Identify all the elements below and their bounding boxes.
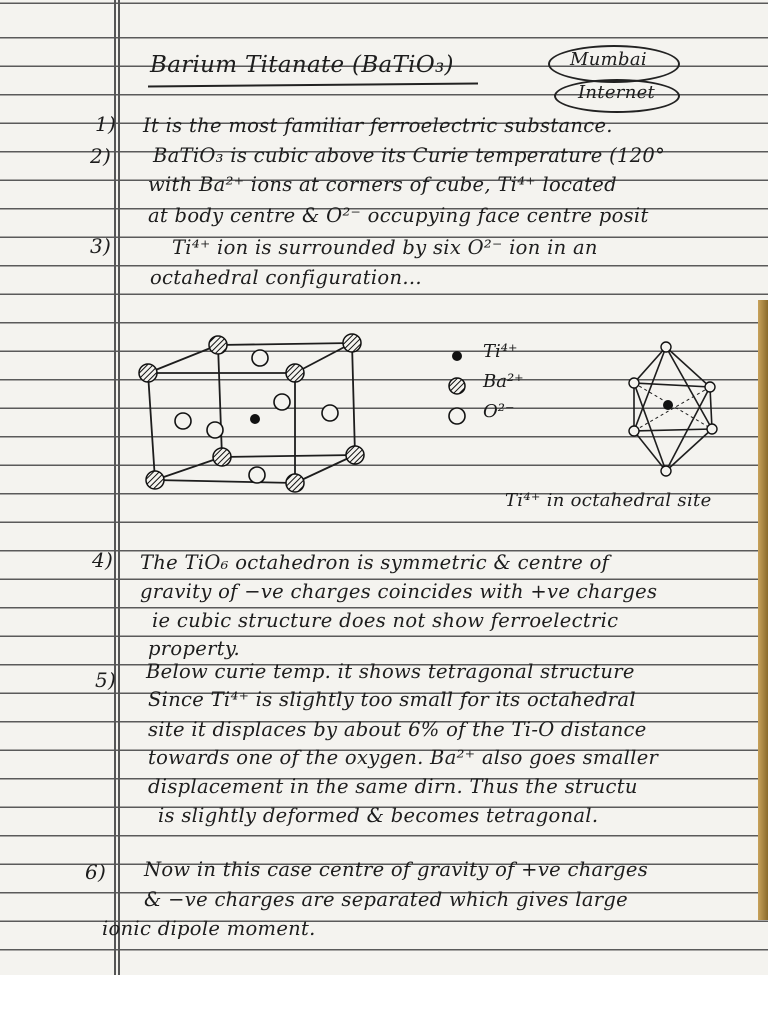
margin-line-inner [118, 0, 120, 975]
point-5-line-4: towards one of the oxygen. Ba²⁺ also goes smaller [148, 746, 659, 769]
point-5-line-6: is slightly deformed & becomes tetragonal. [158, 804, 599, 827]
ti-center-ion [250, 414, 260, 424]
cubic-unit-cell-diagram [130, 325, 380, 505]
legend-o: O²⁻ [445, 403, 565, 429]
open-circle-icon [445, 403, 475, 429]
filled-dot-icon [445, 343, 475, 369]
hatched-circle-icon [445, 373, 475, 399]
point-6-number: 6) [85, 860, 107, 884]
title-underline [148, 83, 478, 88]
point-4-line-1: The TiO₆ octahedron is symmetric & centre of [140, 551, 610, 574]
point-5-line-1: Below curie temp. it shows tetragonal structure [146, 660, 635, 683]
point-4-number: 4) [92, 548, 114, 572]
point-3-line-1: Ti⁴⁺ ion is surrounded by six O²⁻ ion in an [172, 236, 598, 259]
point-5-line-2: Since Ti⁴⁺ is slightly too small for its octahedral [148, 688, 636, 711]
page-edge-shadow [758, 300, 768, 920]
point-3-number: 3) [90, 234, 112, 258]
point-2-line-1: BaTiO₃ is cubic above its Curie temperature (120° [153, 144, 666, 167]
legend-ba: Ba²⁺ [445, 373, 565, 399]
source-mumbai: Mumbai [570, 49, 647, 70]
legend-ti: Ti⁴⁺ [445, 343, 565, 369]
source-note [548, 45, 680, 111]
point-5-number: 5) [95, 668, 117, 692]
point-6-line-1: Now in this case centre of gravity of +ve charges [144, 858, 649, 881]
point-2-line-2: with Ba²⁺ ions at corners of cube, Ti⁴⁺ located [148, 173, 617, 196]
point-1-line-1: It is the most familiar ferroelectric substance. [143, 114, 613, 137]
point-4-line-3: ie cubic structure does not show ferroelectric [152, 609, 619, 632]
source-internet: Internet [578, 82, 656, 103]
point-2-line-3: at body centre & O²⁻ occupying face centre posit [148, 204, 649, 227]
octahedron-caption: Ti⁴⁺ in octahedral site [505, 490, 712, 511]
point-1-number: 1) [95, 112, 117, 136]
background-surface [0, 975, 768, 1024]
octahedron-diagram [612, 335, 727, 485]
point-5-line-5: displacement in the same dirn. Thus the structu [148, 775, 638, 798]
point-6-line-3: ionic dipole moment. [102, 917, 316, 940]
point-4-line-2: gravity of −ve charges coincides with +ve charges [140, 580, 658, 603]
point-3-line-2: octahedral configuration... [150, 266, 422, 289]
point-2-number: 2) [90, 144, 112, 168]
margin-line [114, 0, 116, 975]
point-6-line-2: & −ve charges are separated which gives large [144, 888, 629, 911]
page-title: Barium Titanate (BaTiO₃) [150, 52, 454, 78]
point-5-line-3: site it displaces by about 6% of the Ti-O distance [148, 718, 647, 741]
point-4-line-4: property. [148, 637, 241, 660]
